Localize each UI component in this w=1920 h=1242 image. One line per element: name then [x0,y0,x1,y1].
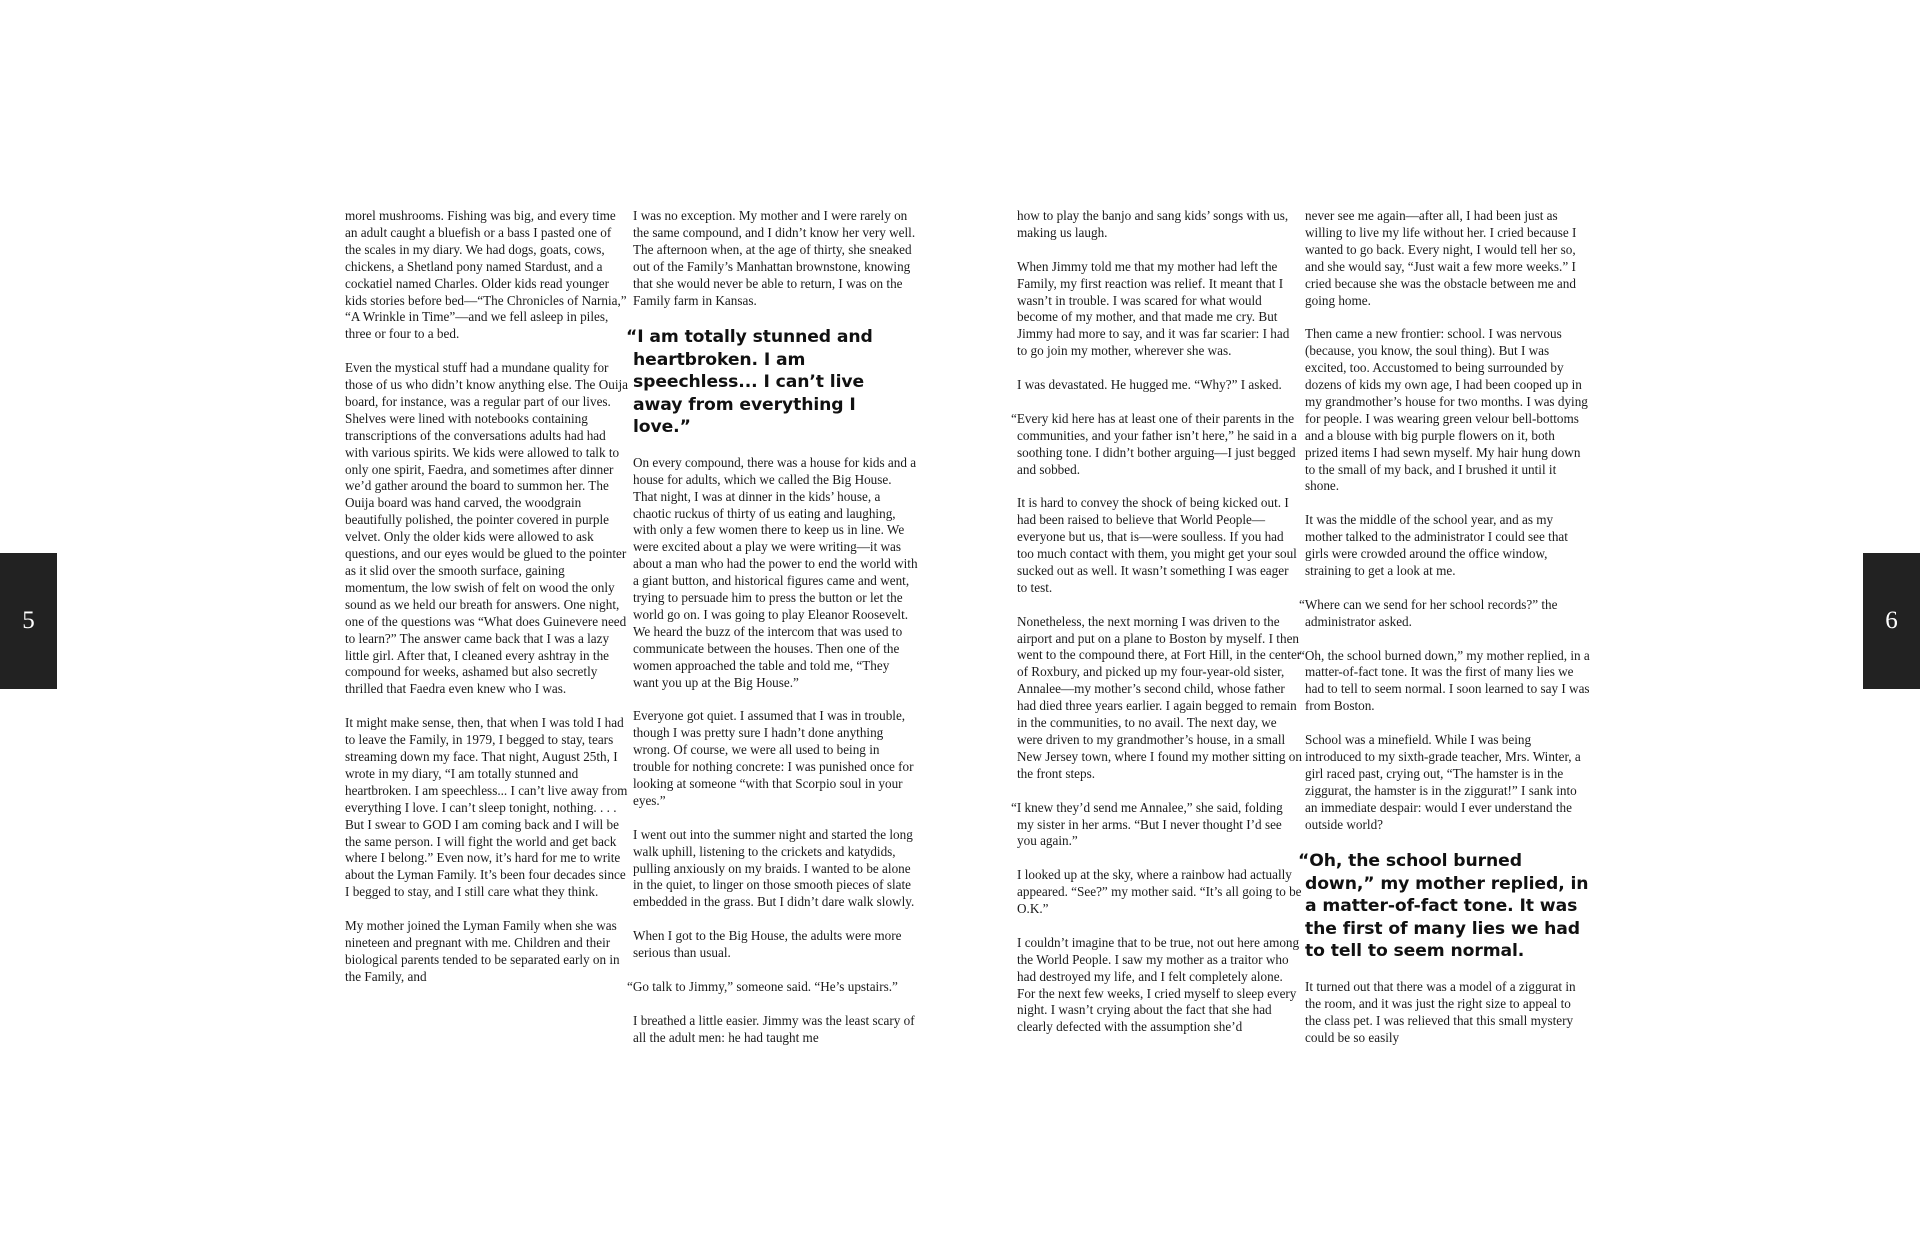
paragraph: Nonetheless, the next morning I was driven to the airport and put on a plane to Boston by myself. I then went to the compound there, at Fort Hill, in the center of Roxbury, and picked up my four-year-old sister, Annalee—my mother’s second child, whose father had died three years earlier. I again begged to remain in the communities, to no avail. The next day, we were driven to my grandmother’s house, in a small New Jersey town, where I found my mother sitting on the front steps. [1017,613,1302,781]
paragraph: School was a minefield. While I was being introduced to my sixth-grade teacher, Mrs. Winter, a girl raced past, crying out, “The hamster is in the ziggurat, the hamster is in the ziggurat!” I sank into an immediate despair: would I ever understand the outside world? [1305,732,1581,832]
paragraph: morel mushrooms. Fishing was big, and every time an adult caught a bluefish or a bass I pasted one of the scales in my diary. We had dogs, goats, cows, chickens, a Shetland pony named Stardust, and a cockatiel named Charles. Older kids read younger kids stories before bed—“The Chronicles of Narnia,” “A Wrinkle in Time”—and we fell asleep in piles, three or four to a bed. [345,208,627,342]
left-page-number-tab [0,553,57,689]
paragraph: It is hard to convey the shock of being kicked out. I had been raised to believe that World People—everyone but us, that is—were soulless. If you had too much contact with them, you might get your soul sucked out as well. It wasn’t something I was eager to test. [1017,495,1297,595]
paragraph: Everyone got quiet. I assumed that I was in trouble, though I was pretty sure I hadn’t done anything wrong. Of course, we were all used to being in trouble for nothing concrete: I was punished once for looking at someone “with that Scorpio soul in your eyes.” [633,708,914,808]
left-page-column-1 [345,208,630,1003]
paragraph: I breathed a little easier. Jimmy was the least scary of all the adult men: he had taught me [633,1012,915,1045]
paragraph: It was the middle of the school year, and as my mother talked to the administrator I could see that girls were crowded around the office window, straining to get a look at me. [1305,512,1568,578]
paragraph: I was no exception. My mother and I were rarely on the same compound, and I didn’t know her very well. The afternoon when, at the age of thirty, she sneaked out of the Family’s Manhattan brownstone, knowing that she would never be able to return, I was on the Family farm in Kansas. [633,208,916,308]
paragraph: Then came a new frontier: school. I was nervous (because, you know, the soul thing). But I was excited, too. Accustomed to being surrounded by dozens of kids my own age, I had been cooped up in my grandmother’s house for two months. I was dying for people. I was wearing green velour bell-bottoms and a blouse with big purple flowers on it, both prized items I had sewn myself. My hair hung down to the small of my back, and I brushed it until it shone. [1305,326,1588,494]
right-page-number-tab [1863,553,1920,689]
paragraph: “Where can we send for her school records?” the administrator asked. [1299,596,1558,629]
paragraph: It turned out that there was a model of a ziggurat in the room, and it was just the right size to appeal to the class pet. I was relieved that this small mystery could be so easily [1305,978,1576,1045]
paragraph: I couldn’t imagine that to be true, not out here among the World People. I saw my mother as a traitor who had destroyed my life, and I felt completely alone. For the next few weeks, I cried myself to sleep every night. I wasn’t crying about the fact that she had clearly defected with the assumption she’d [1017,934,1300,1035]
paragraph: When I got to the Big House, the adults were more serious than usual. [633,928,902,961]
paragraph: When Jimmy told me that my mother had left the Family, my first reaction was relief. It meant that I wasn’t in trouble. I was scared for what would become of my mother, and that made me cry. But Jimmy had more to say, and it was far scarier: I had to go join my mother, wherever she was. [1017,258,1290,359]
paragraph: never see me again—after all, I had been just as willing to live my life without her. I cried because I wanted to go back. Every night, I would tell her so, and she would say, “Just wait a few more weeks.” I cried because she was the obstacle between me and going home. [1305,208,1577,308]
paragraph: “Go talk to Jimmy,” someone said. “He’s upstairs.” [627,978,898,994]
pull-quote: “Oh, the school burned down,” my mother replied, in a matter-of-fact tone. It was the first of many lies we had to tell to seem normal. [1298,851,1589,962]
paragraph: My mother joined the Lyman Family when she was nineteen and pregnant with me. Children and their biological parents tended to be separated early on in the Family, and [345,918,620,984]
pull-quote: “I am totally stunned and heartbroken. I am speechless... I can’t live away from everything I love.” [626,327,873,438]
paragraph: I went out into the summer night and started the long walk uphill, listening to the crickets and katydids, pulling anxiously on my braids. I wanted to be alone in the quiet, to linger on those smooth pieces of slate embedded in the grass. But I didn’t dare walk slowly. [633,826,915,910]
paragraph: “Oh, the school burned down,” my mother replied, in a matter-of-fact tone. It was the first of many lies we had to tell to seem normal. I soon learned to say I was from Boston. [1299,647,1590,714]
paragraph: I looked up at the sky, where a rainbow had actually appeared. “See?” my mother said. “It’s all going to be O.K.” [1017,867,1302,917]
left-page-number: 5 [22,607,35,634]
paragraph: I was devastated. He hugged me. “Why?” I asked. [1017,377,1282,393]
left-page-column-2 [626,208,918,1063]
right-page-column-1 [1011,208,1302,1053]
right-page-number: 6 [1885,607,1898,634]
paragraph: On every compound, there was a house for kids and a house for adults, which we called the Big House. That night, I was at dinner in the kids’ house, a chaotic ruckus of thirty of us eating and laughing, with only a few women there to keep us in line. We were excited about a play we were writing—it was about a man who had the power to end the world with a giant button, and historical figures came and went, trying to persuade him to press the button or let the world go on. I was going to play Eleanor Roosevelt. We heard the buzz of the intercom that was used to communicate between the houses. Then one of the women approached the table and told me, “They want you up at the Big House.” [633,454,918,690]
paragraph: Even the mystical stuff had a mundane quality for those of us who didn’t know anything else. The Ouija board, for instance, was a regular part of our lives. Shelves were lined with notebooks containing transcriptions of the conversations adults had had with various spirits. We kids were allowed to talk to only one spirit, Faedra, and sometimes after dinner we’d gather around the board to summon her. The Ouija board was hand carved, the woodgrain beautifully polished, the pointer covered in purple velvet. Only the older kids were allowed to ask questions, and our eyes would be glued to the pointer as it slid over the smooth surface, gaining momentum, the low swish of felt on wood the only sound as we held our breath for answers. One night, one of the questions was “What does Guinevere need to learn?” The answer came back that I was a lazy little girl. After that, I cleaned every ashtray in the compound for weeks, ashamed but also secretly thrilled that Faedra even knew who I was. [345,360,629,697]
right-page-column-2 [1298,208,1590,1063]
paragraph: “Every kid here has at least one of their parents in the communities, and your father isn’t here,” he said in a soothing tone. I didn’t bother arguing—I just begged and sobbed. [1011,410,1297,477]
paragraph: It might make sense, then, that when I was told I had to leave the Family, in 1979, I begged to stay, tears streaming down my face. That night, August 25th, I wrote in my diary, “I am totally stunned and heartbroken. I am speechless... I can’t live away from everything I love. I can’t sleep tonight, nothing. . . . But I swear to GOD I am coming back and I will be the same person. I will fight the world and get back where I belong.” Even now, it’s hard for me to write about the Lyman Family. It’s been four decades since I begged to stay, and I still care what they think. [345,715,628,900]
paragraph: how to play the banjo and sang kids’ songs with us, making us laugh. [1017,208,1289,240]
paragraph: “I knew they’d send me Annalee,” she said, folding my sister in her arms. “But I never thought I’d see you again.” [1011,799,1283,849]
